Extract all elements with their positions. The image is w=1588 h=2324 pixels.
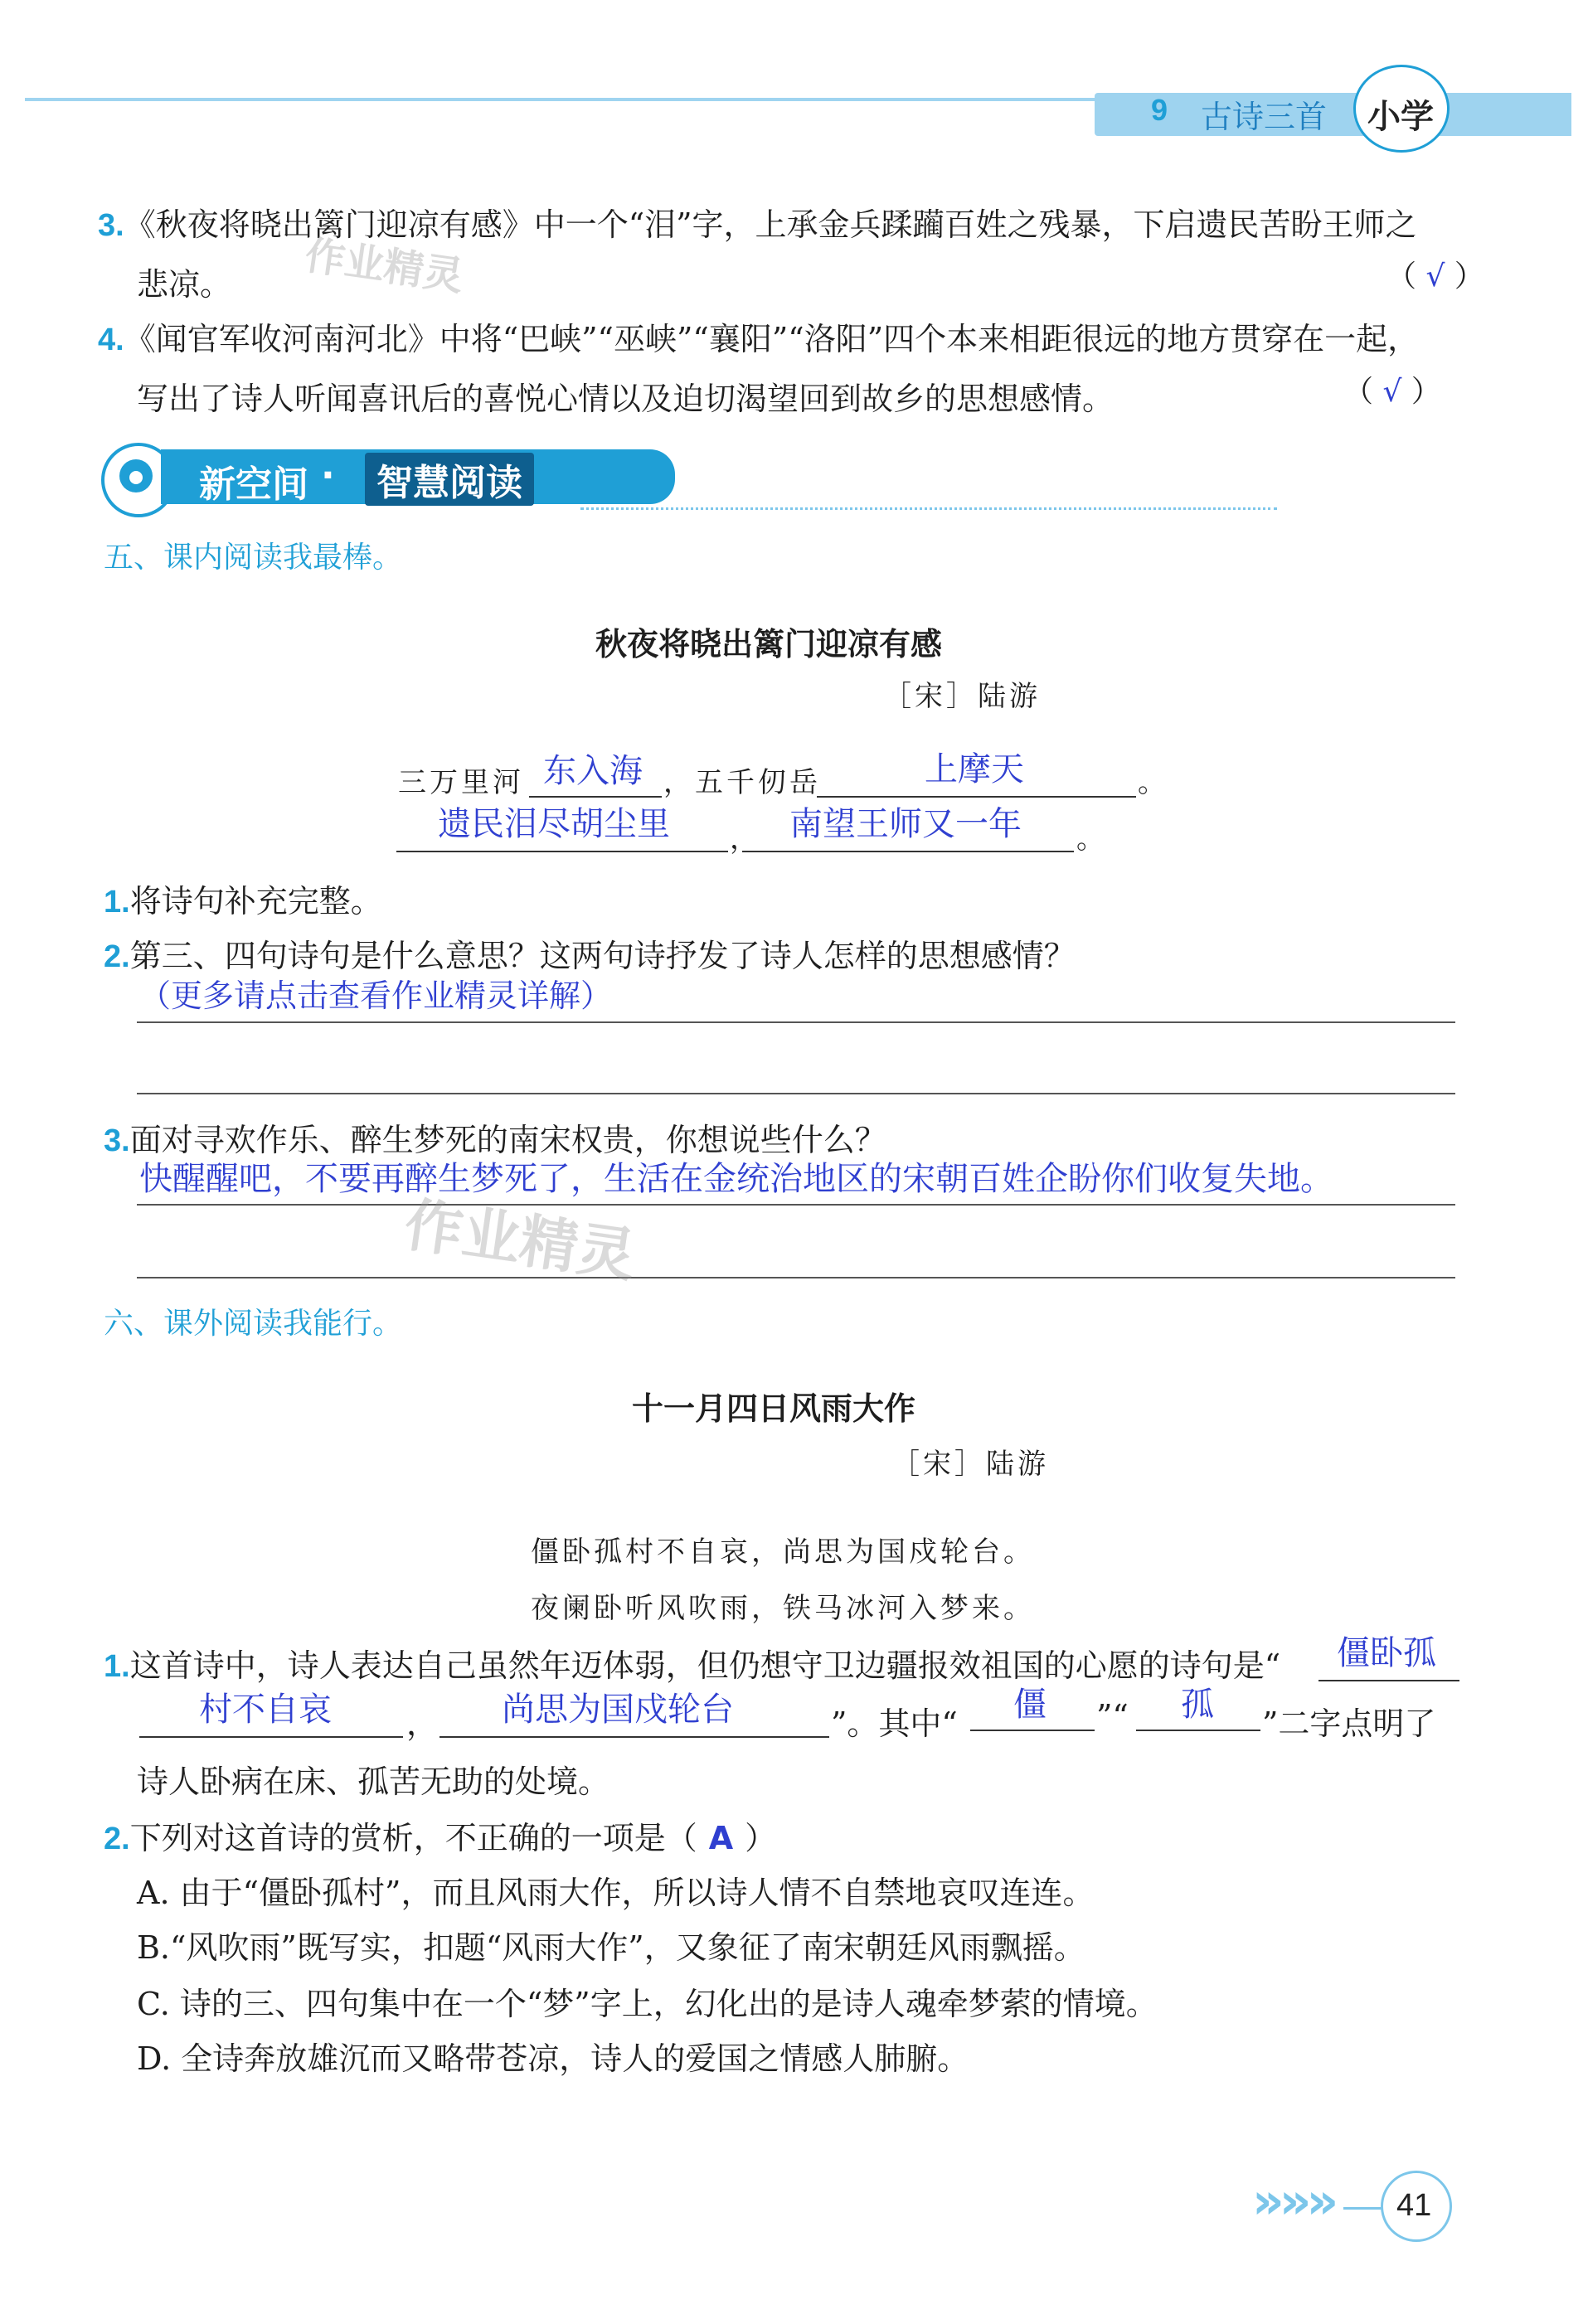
part6-blank-c [439,1736,829,1738]
judge-3-answer: √ [1425,260,1445,294]
part6-author: ［宋］陆游 [891,1448,1049,1481]
part6-poem-title: 十一月四日风雨大作 [632,1390,916,1427]
part5-q2-rule1 [137,1021,1455,1023]
part5-q1-text: 将诗句补充完整。 [129,883,382,919]
judge-3-mark: （ √ ） [1386,260,1484,294]
banner-dot: · [321,454,335,497]
part6-q1-ans4: 僵 [1013,1686,1047,1724]
part6-q1-num: 1. [104,1649,130,1684]
part6-blank-d [970,1730,1095,1731]
banner-dotted-rule [580,507,1277,510]
judge-item-3 [98,199,1417,245]
part6-q1-comma: ， [406,1705,439,1742]
part6-q2-text: 下列对这首诗的赏析，不正确的一项是（ [129,1820,697,1856]
judge-4-answer: √ [1382,375,1402,409]
banner-left: 新空间 [199,463,308,506]
judge-3-num: 3. [98,208,124,243]
part6-heading: 六、课外阅读我能行。 [104,1307,403,1341]
part5-line1-b: ，五千仞岳 [663,766,821,799]
part6-blank-e [1136,1730,1260,1731]
part5-line2-mid: ， [730,822,761,856]
lesson-title: 古诗三首 [1201,99,1328,135]
option-d: D. 全诗奔放雄沉而又略带苍凉，诗人的爱国之情感人肺腑。 [137,2040,969,2077]
option-c: C. 诗的三、四句集中在一个“梦”字上，幻化出的是诗人魂牵梦萦的情境。 [137,1986,1158,2022]
judge-3-line1: 《秋夜将晓出篱门迎凉有感》中一个“泪”字，上承金兵蹂躏百姓之残暴，下启遗民苦盼王师之 [124,206,1417,243]
page-number-badge [1381,2171,1452,2242]
part5-line1-end: 。 [1138,766,1169,799]
part5-q2-rule2 [137,1093,1455,1094]
part5-q3-text: 面对寻欢作乐、醉生梦死的南宋权贵，你想说些什么？ [129,1122,886,1158]
part6-poem-line1: 僵卧孤村不自哀，尚思为国戍轮台。 [531,1536,1035,1569]
part5-fill3: 遗民泪尽胡尘里 [438,805,670,843]
part5-author: ［宋］陆游 [883,680,1041,713]
part5-q3-rule2 [137,1277,1455,1278]
part6-q1-mid: ”。其中“ [831,1705,958,1742]
part6-q2-close: ） [745,1820,777,1856]
part5-q3-answer: 快醒醒吧，不要再醉生梦死了，生活在金统治地区的宋朝百姓企盼你们收复失地。 [139,1160,1333,1198]
part5-blank4 [742,851,1074,852]
part6-q1 [104,1640,1280,1686]
section-banner [101,439,582,514]
watermark-1: 作业精灵 [302,231,467,301]
part5-q2 [104,930,1076,976]
part5-q3-rule1 [137,1204,1455,1206]
footer-rule [1343,2207,1385,2210]
part5-fill2: 上摩天 [925,750,1024,788]
part6-q2-num: 2. [104,1822,130,1856]
part5-q1-num: 1. [104,885,130,919]
judge-4-line1: 《闻官军收河南河北》中将“巴峡”“巫峡”“襄阳”“洛阳”四个本来相距很远的地方贯穿在一起， [124,321,1420,357]
part6-poem-line2: 夜阑卧听风吹雨，铁马冰河入梦来。 [531,1592,1035,1625]
part5-q1 [104,876,382,921]
part6-q1-line3: 诗人卧病在床、孤苦无助的处境。 [137,1764,610,1800]
part6-q1-text: 这首诗中，诗人表达自己虽然年迈体弱，但仍想守卫边疆报效祖国的心愿的诗句是“ [129,1647,1281,1684]
part5-heading: 五、课内阅读我最棒。 [104,541,403,575]
part6-q1-ans3: 尚思为国戍轮台 [502,1691,734,1729]
part5-line2-end: 。 [1076,822,1108,856]
lesson-number: 9 [1151,93,1168,127]
part6-q2-answer: A [708,1820,734,1856]
page-number: 41 [1396,2188,1432,2223]
part6-blank-a [1318,1680,1459,1681]
part5-q2-answer: （更多请点击查看作业精灵详解） [139,978,613,1014]
school-badge-text: 小学 [1367,98,1434,136]
judge-item-4 [98,313,1419,359]
part5-fill4: 南望王师又一年 [789,805,1022,843]
part6-blank-b [139,1736,403,1738]
part5-q2-text: 第三、四句诗句是什么意思？这两句诗抒发了诗人怎样的思想感情？ [129,938,1076,974]
part6-q1-ans5: 孤 [1181,1686,1214,1724]
judge-4-num: 4. [98,323,124,357]
part6-q1-ans1: 僵卧孤 [1337,1634,1436,1672]
footer-arrows: »»» [1252,2172,1334,2230]
part6-q1-tail: ”二字点明了 [1262,1705,1436,1742]
part5-poem-title: 秋夜将晓出篱门迎凉有感 [595,626,943,662]
part5-fill1: 东入海 [543,752,643,790]
option-b: B.“风吹雨”既写实，扣题“风雨大作”，又象征了南宋朝廷风雨飘摇。 [137,1929,1085,1966]
banner-right: 智慧阅读 [365,453,534,506]
part6-q1-mid2: ”“ [1096,1698,1129,1735]
part6-q2 [104,1812,776,1858]
part5-line1-a: 三万里河 [398,766,524,799]
part6-q1-ans2: 村不自哀 [199,1691,332,1729]
judge-4-mark: （ √ ） [1343,375,1441,409]
part5-q3-num: 3. [104,1123,130,1158]
watermark-2: 作业精灵 [400,1190,640,1291]
judge-3-line2: 悲凉。 [137,266,232,303]
part5-blank3 [396,851,728,852]
part5-q2-num: 2. [104,939,130,974]
judge-4-line2: 写出了诗人听闻喜讯后的喜悦心情以及迫切渴望回到故乡的思想感情。 [137,381,1115,417]
school-badge [1353,65,1450,153]
option-a: A. 由于“僵卧孤村”，而且风雨大作，所以诗人情不自禁地哀叹连连。 [137,1875,1095,1911]
